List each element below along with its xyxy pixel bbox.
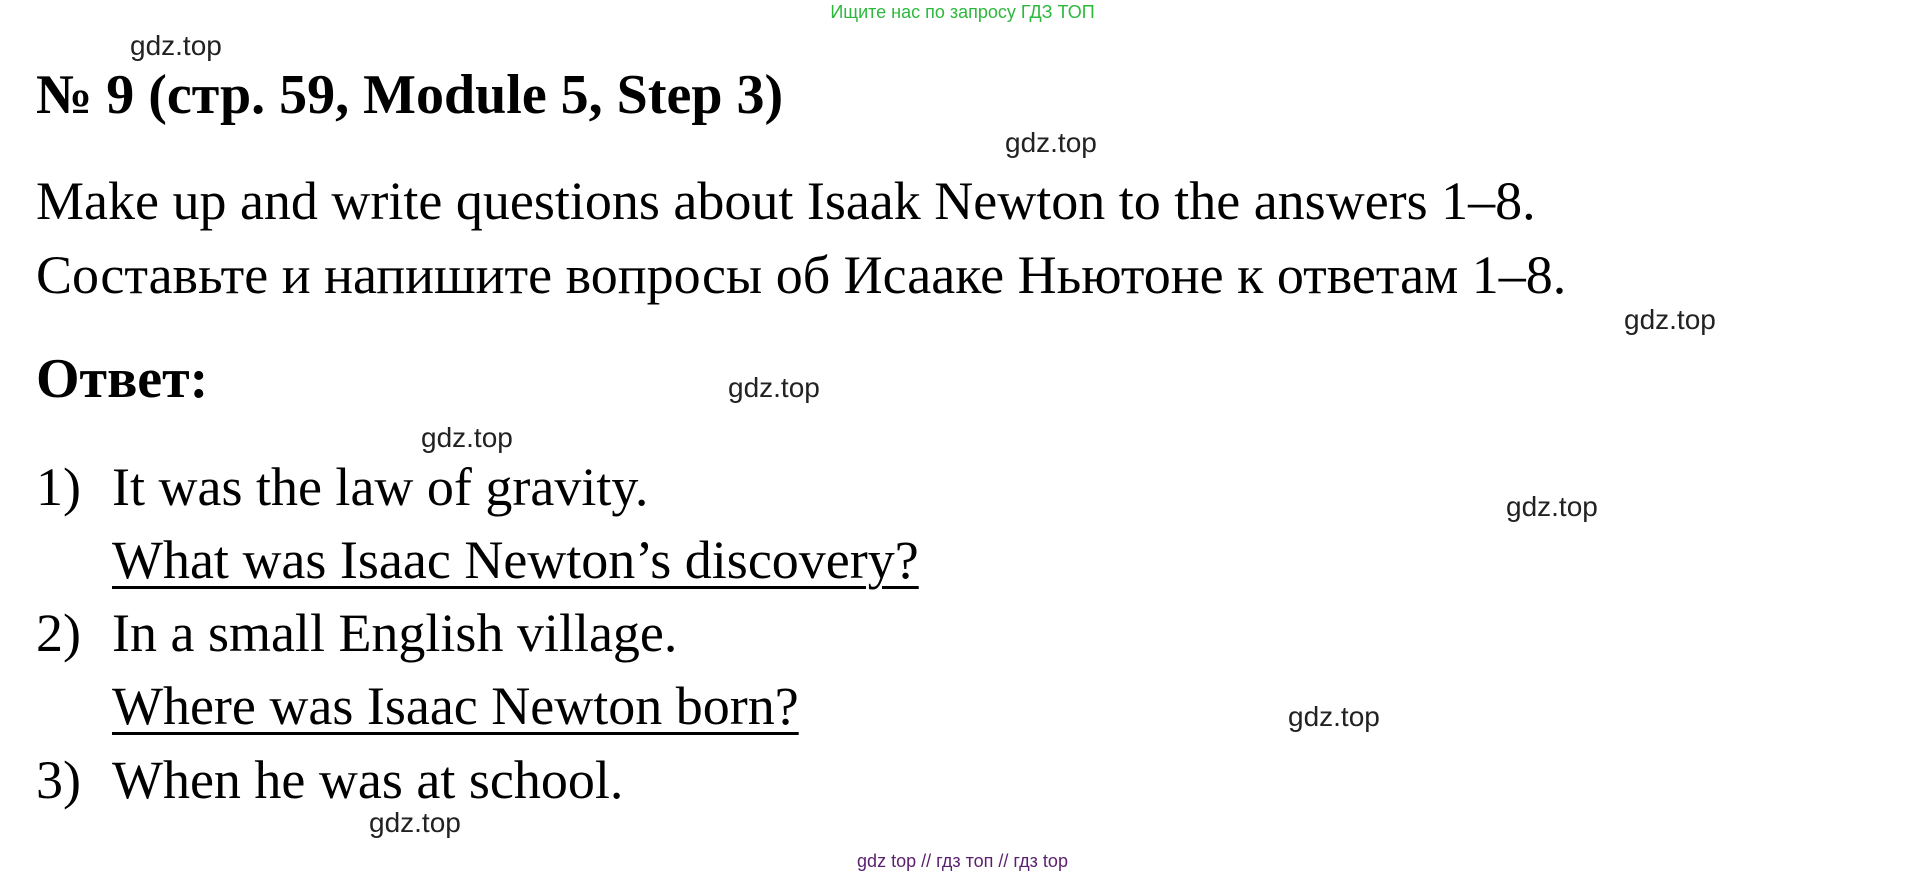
watermark: gdz.top (421, 422, 513, 453)
answer-heading: Ответ: (36, 348, 209, 410)
top-banner: Ищите нас по запросу ГДЗ ТОП (830, 2, 1095, 22)
item-number: 1) (36, 457, 81, 517)
watermark: gdz.top (369, 807, 461, 838)
task-text-english: Make up and write questions about Isaak Newton to the answers 1–8. (36, 171, 1536, 231)
watermark: gdz.top (728, 372, 820, 403)
watermark: gdz.top (1506, 491, 1598, 522)
item-answer: It was the law of gravity. (112, 457, 649, 517)
item-question: Where was Isaac Newton born? (112, 676, 799, 736)
footer-watermark: gdz top // гдз топ // гдз top (857, 851, 1068, 871)
item-number: 3) (36, 750, 81, 810)
item-answer: In a small English village. (112, 603, 678, 663)
watermark: gdz.top (1624, 304, 1716, 335)
item-question: What was Isaac Newton’s discovery? (112, 530, 919, 590)
watermark: gdz.top (130, 30, 222, 61)
watermark: gdz.top (1288, 701, 1380, 732)
exercise-title: № 9 (стр. 59, Module 5, Step 3) (36, 64, 784, 126)
item-number: 2) (36, 603, 81, 663)
task-text-russian: Составьте и напишите вопросы об Исааке Ньютоне к ответам 1–8. (36, 245, 1567, 305)
watermark: gdz.top (1005, 127, 1097, 158)
item-answer: When he was at school. (112, 750, 624, 810)
